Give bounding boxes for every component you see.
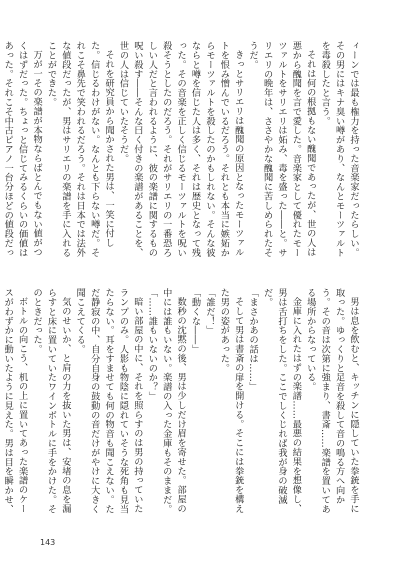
body-paragraph: 万が一その楽譜が本物ならばとんでもない値がつくはずだった。ちょっと信じてみるくらいの価値はあった。それこそ中古ピアノ一台分ほどの値段だっ bbox=[2, 41, 43, 258]
dialogue-line: 「誰だ！」 bbox=[203, 288, 215, 335]
body-paragraph: それを研究員から聞かされた男は、一笑に付した。信じるわけがない。なんとも下らない噂だ。それこそ鼻先で笑われるだろう。それは日本では法外な値段だったが、男はサリエリの楽譜を手に入れることができた。 bbox=[45, 41, 115, 258]
body-paragraph: ボトルの向こう、机の上に置いてあった楽譜のケースがわずかに動いたように見えた。男は目を瞬かせ、 bbox=[2, 288, 28, 514]
body-paragraph: ィーンでは最も権力を持った音楽家だったらしい。その男にはキナ臭い噂があり、なんとモーツァルトを毒殺したと言う。 bbox=[319, 41, 359, 258]
top-text-column bbox=[2, 41, 360, 261]
body-paragraph: 金庫に入れたはずの楽譜……最悪の結果を想像し、男は舌打ちをした。ここでしくじれば我が身の破滅だ。 bbox=[261, 288, 302, 514]
body-paragraph: 暗い部屋の中に、それを照らすのは男の持っていたランプのみ。人影も物陰に隠れていそうな死角も見当たらない。耳をすませても何の物音も聞こえない。ただ静寂の中、自分自身の鼓動の音だけがやけに大きく聞こえてくる。 bbox=[74, 288, 143, 514]
bottom-text-column bbox=[2, 288, 360, 520]
body-paragraph: きっとサリエリは醜聞の原因となったモーツァルトを恨み憎んでいるだろう。それとも本当に嫉妬からモーツァルトを殺したのかもしれない。そんな彼ならと噂を信じた人は多く、それは歴史となって残った。その音楽を正しく信じるモーツァルトを呪い殺そうとしたのだろう。それがサリエリの一番恐ろしい人だと言われるように、彼の楽譜に関するもの呪い殺す――そんな曰く付きの楽譜があることを、世の人は信じていたそうだ。 bbox=[117, 41, 244, 258]
page-number: 143 bbox=[40, 538, 56, 547]
dialogue-line: 「……誰もいないのか？」 bbox=[146, 288, 158, 401]
body-paragraph: そして男は書斎の扉を開ける。そこには拳銃を構えた男の姿があった。 bbox=[218, 288, 244, 514]
body-paragraph: 数秒の沈黙の後、男は少しだけ眉を寄せた。部屋の中には誰もいない。楽譜の入った金庫もそのままだ。 bbox=[160, 288, 187, 514]
body-paragraph: 男は息を飲むと、キッチンに隠していた拳銃を手に取った。ゆっくりと足音を殺して音の鳴る方へ向かう。その音は次第に強まり、書斎……楽譜を置いてある場所からなっている。 bbox=[304, 288, 359, 514]
body-paragraph: それは何の根拠もない醜聞であったが、世の人は悪から醜聞を言で愛した。音楽家として優れたモーツァルトをサリエリは妬み、毒を盛った――と。サリエリの晩年は、ささやかな醜聞に苦しめられたそうだ。 bbox=[247, 41, 316, 258]
body-paragraph: 気のせいか、と肩の力を抜いた男は、安堵の息を漏らすと床に置いていたワインボトルに手をかけた。そのときだった。 bbox=[31, 288, 71, 514]
dialogue-line: 「動くな――」 bbox=[189, 288, 201, 354]
dialogue-line: 「まさかあの話は……」 bbox=[247, 288, 259, 392]
